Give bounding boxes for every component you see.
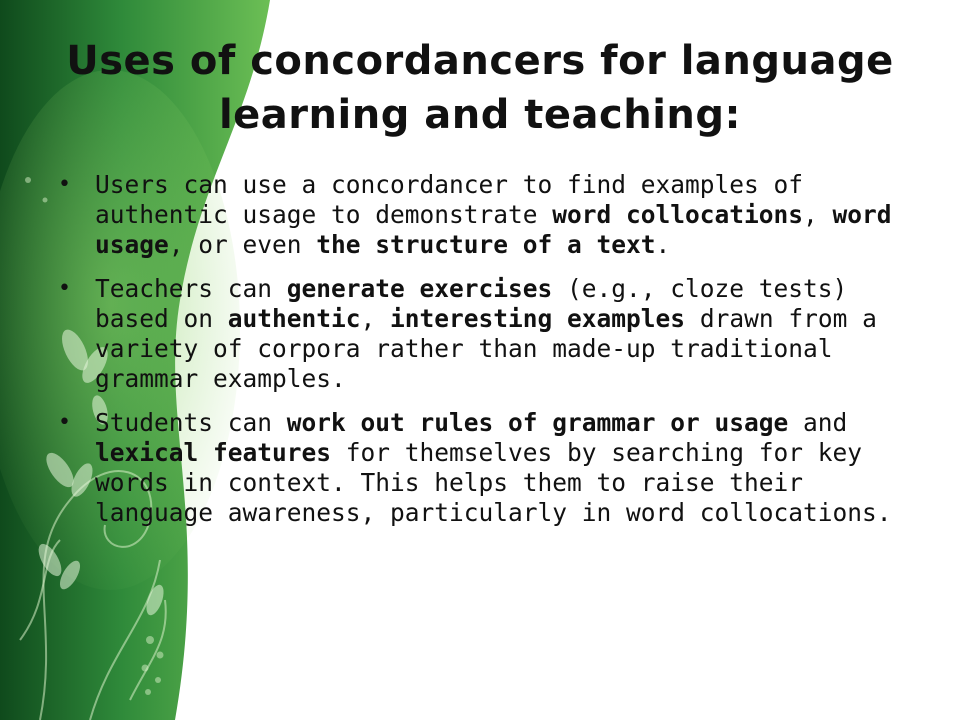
bullet-item-students bbox=[58, 408, 908, 528]
bullet-icon: • bbox=[58, 276, 71, 301]
text-segment: Students can bbox=[95, 408, 287, 437]
bullet-text bbox=[95, 170, 892, 259]
text-segment: Users can use a concordancer to find examples of authentic usage to demonstrate bbox=[95, 170, 804, 229]
text-segment-bold: the structure of a text bbox=[316, 230, 656, 259]
text-segment-bold: word collocations bbox=[552, 200, 804, 229]
title-line: Uses of concordancers for language bbox=[66, 38, 894, 84]
text-segment: , bbox=[360, 304, 391, 333]
bullet-text bbox=[95, 274, 877, 393]
text-segment: drawn from a variety of corpora rather than made-up traditional grammar examples. bbox=[95, 304, 877, 393]
bullet-icon: • bbox=[58, 172, 71, 197]
text-segment-bold: generate exercises bbox=[286, 274, 553, 303]
text-segment-bold: word usage bbox=[95, 200, 892, 259]
text-segment: (e.g., cloze tests) based on bbox=[95, 274, 848, 333]
text-segment: Teachers can bbox=[95, 274, 287, 303]
page-title bbox=[40, 34, 920, 142]
text-segment-bold: interesting examples bbox=[390, 304, 686, 333]
bullet-text bbox=[95, 408, 892, 527]
text-segment-bold: lexical features bbox=[95, 438, 332, 467]
bullet-list bbox=[58, 170, 908, 542]
text-segment: and bbox=[788, 408, 848, 437]
text-segment-bold: authentic bbox=[227, 304, 361, 333]
text-segment-bold: work out rules of grammar or usage bbox=[286, 408, 789, 437]
bullet-icon: • bbox=[58, 410, 71, 435]
text-segment: , bbox=[803, 200, 833, 229]
text-segment: for themselves by searching for key words in context. This helps them to raise their language awareness, particularly in word collocations. bbox=[95, 438, 892, 527]
bullet-item-users bbox=[58, 170, 908, 260]
title-line: learning and teaching: bbox=[218, 92, 742, 138]
bullet-item-teachers bbox=[58, 274, 908, 394]
text-segment: , or even bbox=[168, 230, 317, 259]
text-segment: . bbox=[655, 230, 671, 259]
